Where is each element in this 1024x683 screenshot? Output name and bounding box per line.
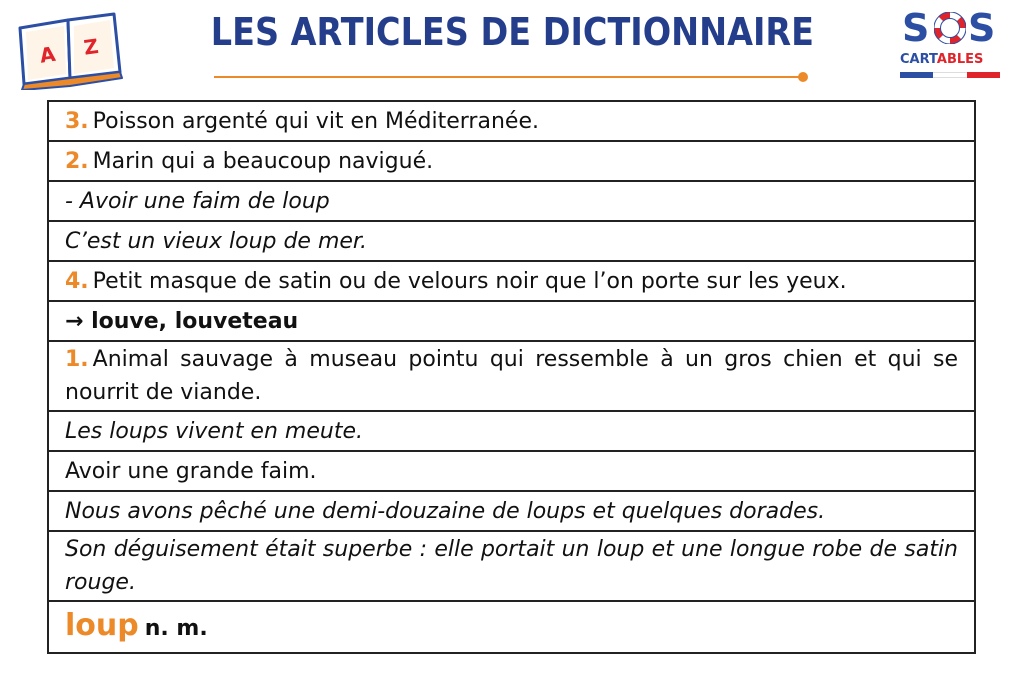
example-text: Nous avons pêché une demi-douzaine de loups et quelques dorades.: [65, 498, 826, 524]
table-row[interactable]: [49, 532, 974, 602]
table-row[interactable]: [49, 342, 974, 412]
table-row[interactable]: [49, 182, 974, 222]
table-row[interactable]: [49, 142, 974, 182]
logo-cartables-text: [900, 52, 1002, 67]
definition-text: Poisson argenté qui vit en Méditerranée.: [92, 108, 539, 134]
grammatical-category: n. m.: [144, 616, 208, 641]
derived-words-text: → louve, louveteau: [65, 308, 299, 334]
definition-number: 4.: [65, 268, 89, 294]
sos-cartables-logo: [898, 6, 1002, 86]
headword: loup: [65, 608, 139, 643]
logo-cart-blue: CART: [900, 52, 937, 67]
table-row[interactable]: [49, 602, 974, 652]
book-letter-a: A: [38, 41, 57, 68]
table-row[interactable]: [49, 452, 974, 492]
book-letter-z: Z: [82, 33, 100, 60]
open-book-icon: [14, 10, 126, 90]
example-text: C’est un vieux loup de mer.: [65, 228, 367, 254]
lifebuoy-icon: [934, 12, 966, 44]
french-flag-stripe: [900, 72, 1000, 78]
table-row[interactable]: [49, 102, 974, 142]
definition-text: Marin qui a beaucoup navigué.: [92, 148, 434, 174]
logo-sos-text: [898, 6, 1002, 50]
table-row[interactable]: [49, 492, 974, 532]
title-underline-dot: [798, 72, 808, 82]
logo-letter-s-right: S: [968, 6, 996, 50]
definition-number: 1.: [65, 347, 89, 372]
title-underline: [214, 76, 802, 78]
definition-text: Avoir une grande faim.: [65, 458, 317, 484]
page-title: LES ARTICLES DE DICTIONNAIRE: [210, 10, 815, 54]
definition-number: 3.: [65, 108, 89, 134]
definition-text: Animal sauvage à museau pointu qui ressemble à un gros chien et qui se nourrit de viande.: [65, 347, 958, 405]
definition-number: 2.: [65, 148, 89, 174]
table-row[interactable]: [49, 302, 974, 342]
header: [0, 0, 1024, 96]
table-row[interactable]: [49, 262, 974, 302]
table-row[interactable]: [49, 412, 974, 452]
expression-text: - Avoir une faim de loup: [65, 188, 330, 214]
example-text: Les loups vivent en meute.: [65, 418, 363, 444]
table-row[interactable]: [49, 222, 974, 262]
logo-letter-s-left: S: [902, 6, 930, 50]
dictionary-table: [47, 100, 976, 654]
example-text: Son déguisement était superbe : elle portait un loup et une longue robe de satin rouge.: [65, 537, 958, 595]
definition-text: Petit masque de satin ou de velours noir que l’on porte sur les yeux.: [92, 268, 847, 294]
logo-cart-red: ABLES: [936, 52, 984, 67]
